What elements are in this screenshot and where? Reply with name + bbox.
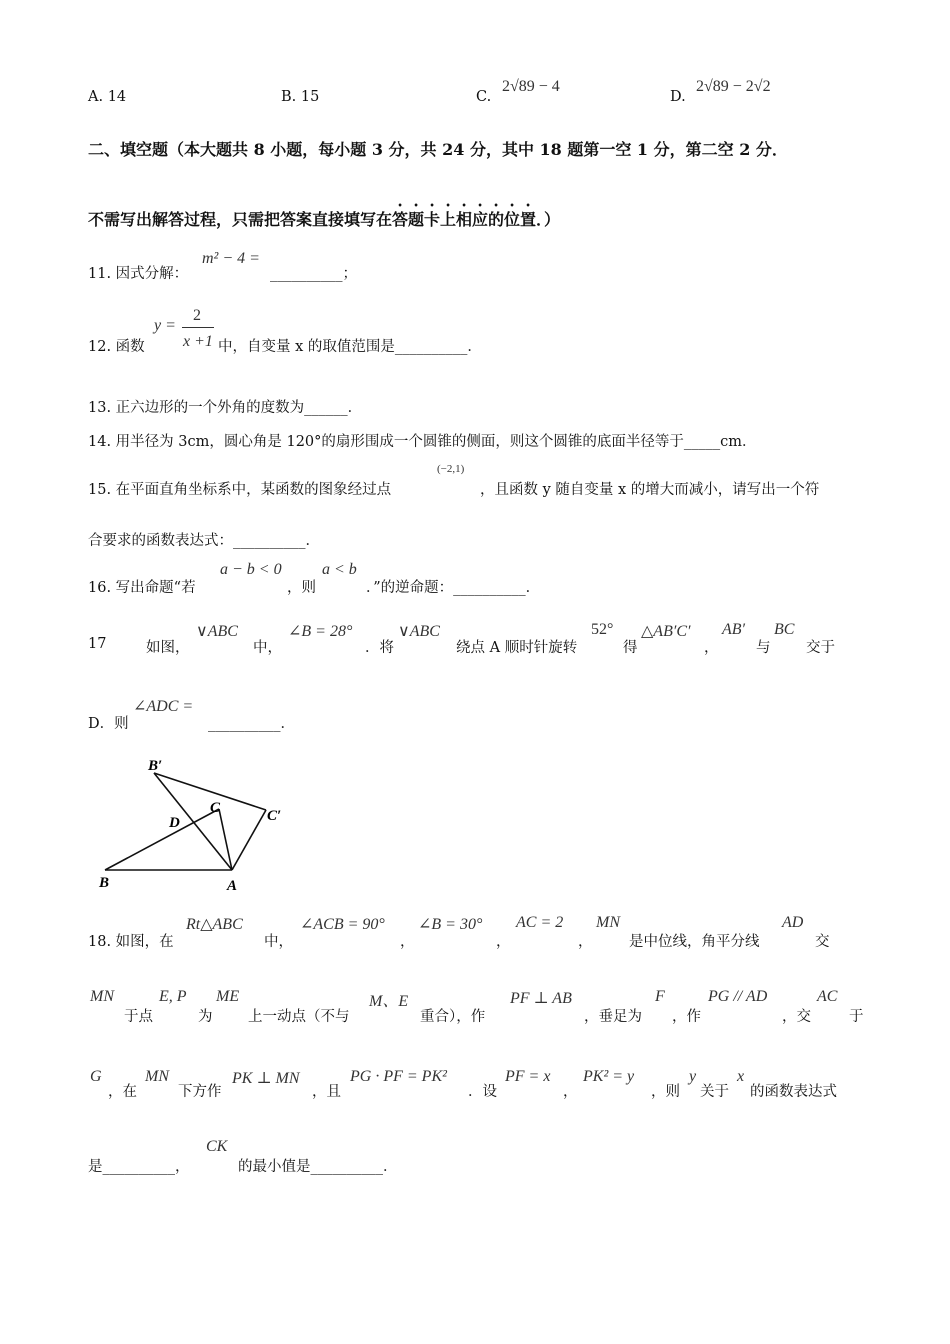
q11-blank: __________； — [270, 266, 357, 282]
q17-line2-text: D．则 — [88, 716, 129, 732]
q18-l1-rt: Rt△ABC — [186, 916, 243, 933]
label-a: A — [227, 878, 238, 894]
q16-text-c: ．”的逆命题：__________． — [366, 580, 541, 596]
q18-l2-g: ，作 — [672, 1009, 701, 1025]
q18-l2-b: 为 — [198, 1009, 213, 1025]
section-heading-line2 — [88, 200, 560, 230]
q18-l1-c1: ， — [400, 934, 415, 950]
q18-l2-e3: ME — [216, 988, 240, 1005]
q18-l4-e: CK — [206, 1138, 228, 1155]
q15-text-a: 15. 在平面直角坐标系中，某函数的图象经过点 — [88, 482, 392, 498]
q16-text-a: 16. 写出命题“若 — [88, 580, 196, 596]
q13-text: 13. 正六边形的一个外角的度数为______． — [88, 400, 363, 416]
q18-l1-b: 中， — [264, 934, 293, 950]
q17-line2-expr: ∠ADC = — [133, 698, 194, 715]
section-heading-text: 不需写出解答过程，只需把答案直接填写在 — [88, 210, 393, 229]
section-heading-end: ．） — [536, 210, 561, 229]
q17-t5: 得 — [623, 640, 638, 656]
q18-l1-c3: ， — [578, 934, 593, 950]
q18-l1-e2: ∠B = 30° — [418, 916, 483, 933]
q12-fraction-bar — [182, 327, 214, 328]
q17-e4: 52° — [591, 621, 614, 638]
q18-l3-c: ，且 — [312, 1084, 341, 1100]
geometry-figure — [80, 750, 310, 900]
segment-bprime-a — [154, 773, 232, 870]
q18-l3-a: ，在 — [108, 1084, 137, 1100]
label-c: C — [210, 800, 221, 816]
label-c-prime: C′ — [267, 808, 282, 824]
q18-l3-e1: G — [90, 1068, 102, 1085]
q17-t4: 绕点 A 顺时针旋转 — [456, 640, 578, 656]
section-heading-emphasis: 答题卡上相应的位置 — [392, 210, 537, 229]
q18-l3-e7: y — [689, 1068, 697, 1085]
q18-l1-a: 18. 如图，在 — [88, 934, 174, 950]
q18-l2-c: 上一动点（不与 — [248, 1009, 350, 1025]
q18-l2-i: 于 — [849, 1009, 864, 1025]
q18-l1-e5: AD — [782, 914, 804, 931]
choice-c-expr: 2√89 − 4 — [502, 78, 560, 95]
q12-denominator: x +1 — [183, 333, 213, 350]
q11-expression: m² − 4 = — [202, 250, 260, 267]
q18-l2-f: ，垂足为 — [584, 1009, 642, 1025]
q11-number: 11. 因式分解： — [88, 266, 189, 282]
q18-l2-d: 重合），作 — [420, 1009, 486, 1025]
q18-l3-h: 关于 — [700, 1084, 729, 1100]
q17-e6: AB′ — [722, 621, 746, 638]
q15-point: (−2,1) — [437, 463, 465, 475]
q16-text-b: ，则 — [287, 580, 316, 596]
q18-l4-a: 是__________， — [88, 1159, 190, 1175]
q17-e5: △AB′C′ — [641, 623, 691, 640]
q18-l3-e6: PK² = y — [583, 1068, 635, 1085]
q17-line2-blank: __________． — [208, 716, 295, 732]
q18-l1-d: 交 — [815, 934, 830, 950]
q18-l2-h: ，交 — [782, 1009, 811, 1025]
q18-l1-c2: ， — [496, 934, 511, 950]
q18-l2-e8: AC — [817, 988, 838, 1005]
q18-l3-f: ， — [563, 1084, 578, 1100]
q17-number: 17 — [88, 636, 107, 652]
q18-l3-b: 下方作 — [178, 1084, 222, 1100]
q18-l3-g: ，则 — [651, 1084, 680, 1100]
q17-t3: ．将 — [365, 640, 394, 656]
q18-l2-e7: PG // AD — [708, 988, 768, 1005]
q17-e2: ∠B = 28° — [288, 623, 353, 640]
q12-text: 中，自变量 x 的取值范围是__________． — [218, 339, 482, 355]
label-b-prime: B′ — [148, 758, 163, 774]
q18-l3-e2: MN — [145, 1068, 169, 1085]
q17-e1: ∨ABC — [196, 623, 238, 640]
choice-a: A. 14 — [88, 89, 127, 105]
segment-bc — [105, 809, 219, 870]
q12-number: 12. 函数 — [88, 339, 145, 355]
q17-t7: 与 — [756, 640, 771, 656]
q17-t1: 如图， — [146, 640, 190, 656]
q17-e3: ∨ABC — [398, 623, 440, 640]
q15-line2: 合要求的函数表达式：__________． — [88, 533, 320, 549]
choice-d-label: D. — [670, 89, 686, 105]
q18-l1-e1: ∠ACB = 90° — [300, 916, 385, 933]
q18-l2-e1: MN — [90, 988, 114, 1005]
choice-b: B. 15 — [281, 89, 320, 105]
q16-expr2: a < b — [322, 561, 357, 578]
q18-l3-d: ．设 — [468, 1084, 497, 1100]
q17-e7: BC — [774, 621, 795, 638]
q18-l1-e3: AC = 2 — [516, 914, 564, 931]
label-d: D — [169, 815, 180, 831]
segment-cprime-a — [232, 810, 266, 870]
q18-l1-e4: MN — [596, 914, 620, 931]
section-heading-line1: 二、填空题（本大题共 8 小题，每小题 3 分，共 24 分，其中 18 题第一空 1 分，第二空 2 分． — [88, 140, 788, 159]
q18-l2-e4: M、E — [369, 993, 409, 1010]
q18-l3-e5: PF = x — [505, 1068, 551, 1085]
q12-numerator: 2 — [193, 307, 201, 324]
choice-d-expr: 2√89 − 2√2 — [696, 78, 771, 95]
q18-l4-b: 的最小值是__________． — [238, 1159, 398, 1175]
q16-expr1: a − b < 0 — [220, 561, 282, 578]
q17-t6: ， — [704, 640, 719, 656]
q18-l2-e2: E, P — [159, 988, 187, 1005]
q18-l3-i: 的函数表达式 — [750, 1084, 837, 1100]
q18-l2-e5: PF ⊥ AB — [510, 990, 572, 1007]
q18-l3-e3: PK ⊥ MN — [232, 1070, 300, 1087]
q18-l3-e8: x — [737, 1068, 745, 1085]
choice-c-label: C. — [476, 89, 492, 105]
q18-l2-e6: F — [655, 988, 665, 1005]
q18-l1-c: 是中位线，角平分线 — [629, 934, 760, 950]
q17-t8: 交于 — [806, 640, 835, 656]
label-b: B — [99, 875, 110, 891]
q18-l3-e4: PG · PF = PK² — [350, 1068, 447, 1085]
q14-text: 14. 用半径为 3cm，圆心角是 120°的扇形围成一个圆锥的侧面，则这个圆锥的底面半径等于_____cm． — [88, 434, 757, 450]
q12-y-eq: y = — [154, 317, 176, 334]
q15-text-b: ，且函数 y 随自变量 x 的增大而减小，请写出一个符 — [480, 482, 820, 498]
q17-t2: 中， — [253, 640, 282, 656]
q18-l2-a: 于点 — [124, 1009, 153, 1025]
